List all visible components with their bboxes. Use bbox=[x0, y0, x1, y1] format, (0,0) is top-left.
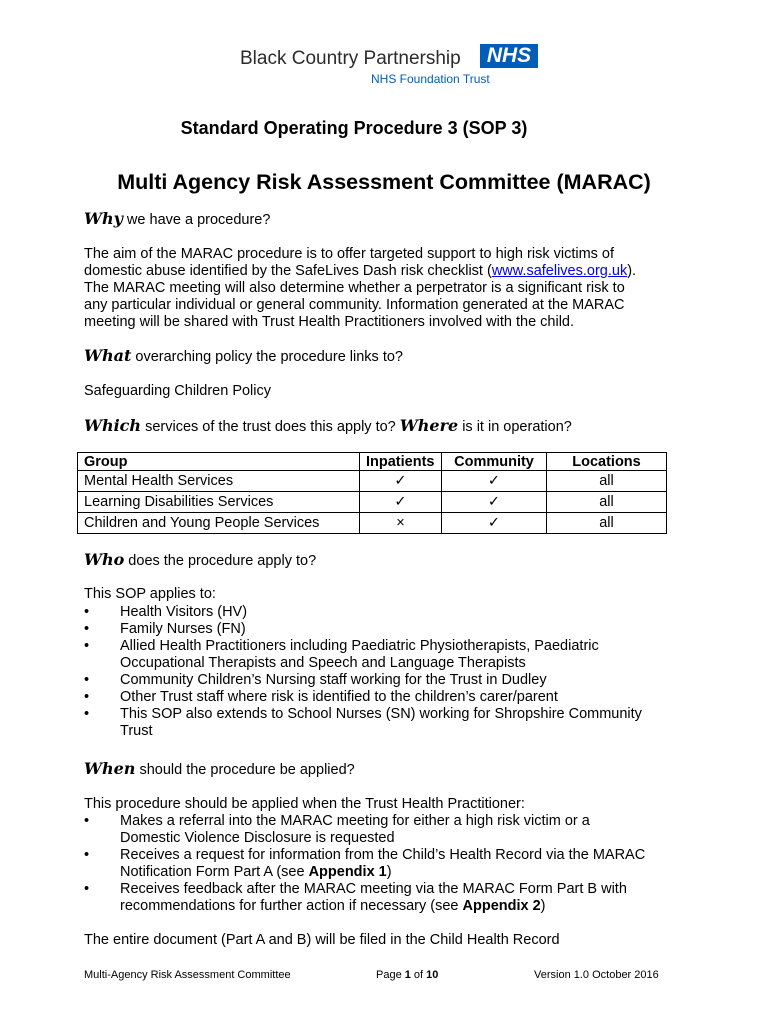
list-item: • Receives feedback after the MARAC meeting via the MARAC Form Part B with recommendations for further action if necessary (see Appendix 2) bbox=[84, 881, 645, 915]
list-item: • Other Trust staff where risk is identified to the children’s carer/parent bbox=[84, 689, 642, 706]
why-paragraph bbox=[84, 246, 636, 331]
when-heading bbox=[84, 760, 355, 779]
why-line-2: domestic abuse identified by the SafeLives Dash risk checklist (www.safelives.org.uk). bbox=[84, 263, 637, 279]
appendix-2-reference: Appendix 2 bbox=[462, 898, 541, 914]
table-row bbox=[78, 513, 667, 534]
column-header: Group bbox=[78, 453, 360, 471]
appendix-1-reference: Appendix 1 bbox=[308, 864, 387, 880]
what-heading bbox=[84, 347, 403, 366]
services-table-wrapper bbox=[77, 452, 667, 534]
table-row bbox=[78, 471, 667, 492]
which-heading bbox=[84, 417, 572, 436]
inpatients-cell: ✓ bbox=[360, 492, 442, 513]
when-keyword: When bbox=[84, 759, 136, 778]
why-line-4: any particular individual or general community. Information generated at the MARAC bbox=[84, 297, 625, 313]
column-header: Locations bbox=[547, 453, 667, 471]
who-keyword: Who bbox=[84, 550, 125, 569]
column-header: Inpatients bbox=[360, 453, 442, 471]
group-cell: Children and Young People Services bbox=[78, 513, 360, 534]
footer-page-number: Page 1 of 10 bbox=[376, 969, 439, 981]
where-keyword: Where bbox=[399, 416, 459, 435]
group-cell: Mental Health Services bbox=[78, 471, 360, 492]
why-line-3: The MARAC meeting will also determine whether a perpetrator is a significant risk to bbox=[84, 280, 625, 296]
locations-cell: all bbox=[547, 513, 667, 534]
what-answer: Safeguarding Children Policy bbox=[84, 383, 271, 399]
where-question: is it in operation? bbox=[458, 419, 572, 435]
who-list bbox=[84, 604, 642, 740]
when-intro: This procedure should be applied when the Trust Health Practitioner: bbox=[84, 796, 525, 812]
locations-cell: all bbox=[547, 492, 667, 513]
list-item: • Receives a request for information from the Child’s Health Record via the MARAC Notification Form Part A (see Appendix 1) bbox=[84, 847, 645, 881]
page-title: Multi Agency Risk Assessment Committee (MARAC) bbox=[117, 170, 651, 194]
why-keyword: Why bbox=[84, 209, 123, 228]
why-heading bbox=[84, 210, 270, 229]
trust-name: NHS Foundation Trust bbox=[371, 72, 490, 86]
table-header-row bbox=[78, 453, 667, 471]
community-cell: ✓ bbox=[442, 513, 547, 534]
who-list-wrapper bbox=[84, 604, 642, 740]
closing-statement: The entire document (Part A and B) will be filed in the Child Health Record bbox=[84, 932, 560, 948]
safelives-link[interactable]: www.safelives.org.uk bbox=[491, 263, 628, 279]
why-line-5: meeting will be shared with Trust Health Practitioners involved with the child. bbox=[84, 314, 575, 330]
what-question: overarching policy the procedure links to? bbox=[131, 349, 403, 365]
table-row bbox=[78, 492, 667, 513]
sop-title: Standard Operating Procedure 3 (SOP 3) bbox=[180, 118, 528, 138]
list-item: • Makes a referral into the MARAC meeting for either a high risk victim or a Domestic Violence Disclosure is requested bbox=[84, 813, 645, 847]
why-question: we have a procedure? bbox=[122, 212, 271, 228]
which-keyword: Which bbox=[84, 416, 142, 435]
services-table bbox=[77, 452, 667, 534]
who-heading bbox=[84, 551, 316, 570]
nhs-logo: NHS bbox=[480, 44, 538, 68]
locations-cell: all bbox=[547, 471, 667, 492]
when-question: should the procedure be applied? bbox=[135, 762, 355, 778]
organisation-name: Black Country Partnership bbox=[240, 48, 461, 69]
group-cell: Learning Disabilities Services bbox=[78, 492, 360, 513]
community-cell: ✓ bbox=[442, 471, 547, 492]
what-keyword: What bbox=[84, 346, 132, 365]
who-intro: This SOP applies to: bbox=[84, 586, 216, 602]
which-question: services of the trust does this apply to? bbox=[141, 419, 400, 435]
footer-document-name: Multi-Agency Risk Assessment Committee bbox=[84, 969, 291, 981]
inpatients-cell: × bbox=[360, 513, 442, 534]
when-list bbox=[84, 813, 645, 915]
list-item: • Allied Health Practitioners including Paediatric Physiotherapists, Paediatric Occupational Therapists and Speech and Language Therapists bbox=[84, 638, 642, 672]
list-item: • This SOP also extends to School Nurses (SN) working for Shropshire Community Trust bbox=[84, 706, 642, 740]
community-cell: ✓ bbox=[442, 492, 547, 513]
when-list-wrapper bbox=[84, 813, 645, 915]
inpatients-cell: ✓ bbox=[360, 471, 442, 492]
why-line-1: The aim of the MARAC procedure is to offer targeted support to high risk victims of bbox=[84, 246, 615, 262]
list-item: • Community Children’s Nursing staff working for the Trust in Dudley bbox=[84, 672, 642, 689]
list-item: • Health Visitors (HV) bbox=[84, 604, 642, 621]
list-item: • Family Nurses (FN) bbox=[84, 621, 642, 638]
footer-version: Version 1.0 October 2016 bbox=[534, 969, 659, 981]
who-question: does the procedure apply to? bbox=[124, 553, 317, 569]
column-header: Community bbox=[442, 453, 547, 471]
